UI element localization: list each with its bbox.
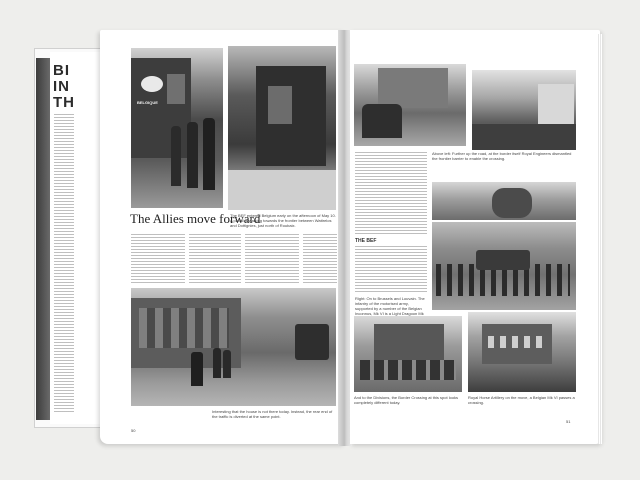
photo-column-passing-through-village	[432, 222, 576, 310]
white-house	[538, 84, 574, 124]
left-page-headline: The Allies move forward	[130, 211, 261, 226]
cyclist-figure	[191, 352, 203, 386]
left-page-text-column-4	[303, 234, 337, 284]
storefront-window	[268, 86, 292, 124]
left-page-text-column-1	[131, 234, 185, 284]
border-sign-text: BELGIQUE	[137, 100, 158, 105]
building-wall	[131, 58, 191, 158]
right-page-edges	[598, 34, 602, 444]
timber-building	[374, 324, 444, 360]
right-page-caption-bottom-right: Royal Horse Artillery on the move, a Belgian Mk VI passes a crossing.	[468, 395, 575, 405]
roadway	[472, 124, 576, 150]
military-truck	[295, 324, 329, 360]
border-sign	[141, 76, 163, 92]
right-page-number: 51	[566, 419, 571, 424]
right-page-section-head: THE BEF	[355, 238, 377, 244]
vehicles-queue	[360, 360, 456, 380]
soldier-figure-2	[187, 122, 198, 188]
left-page-number: 50	[131, 428, 136, 433]
photo-convoy-in-village-street	[131, 288, 336, 406]
photo-engineers-at-frontier-barrier	[354, 64, 466, 146]
right-page-caption-bottom-left: And to the Divisions, the Border Crossing at this spot looks completely different today.	[354, 395, 459, 405]
street-pavement	[228, 170, 336, 210]
house-windows-row	[488, 336, 546, 348]
left-page-caption-bottom: Interesting that the house is not there today. Instead, the rear end of the traffic is diverted at the same point.	[212, 409, 333, 419]
vehicle-carrier	[476, 250, 530, 270]
roadside-trees	[492, 188, 532, 218]
soldier-figure-3	[203, 118, 215, 190]
left-page-text-column-2	[189, 234, 241, 284]
photo-border-crossing-bottom-left	[354, 316, 462, 392]
soldier-figure-1	[171, 126, 181, 186]
right-page-text-column-1	[355, 152, 427, 234]
soldier-group	[362, 104, 402, 138]
barrier-buildings	[378, 68, 448, 108]
photo-crossing-today-bottom-right	[468, 312, 576, 392]
photo-soldiers-at-border	[131, 48, 223, 208]
photo-frontier-crossing-today	[472, 70, 576, 150]
right-page-text-column-2	[355, 246, 427, 294]
left-page-text-column-3	[245, 234, 299, 284]
title-page-text-column	[54, 114, 74, 414]
spine-heading-line-2: IN	[53, 78, 70, 95]
window-block	[167, 74, 185, 104]
roadside-figure-2	[223, 350, 231, 378]
roadside-figure-1	[213, 348, 221, 378]
photo-troops-at-roadside	[432, 182, 576, 220]
spine-heading-line-3: TH	[53, 94, 75, 111]
photo-frontier-street-today	[228, 46, 336, 210]
left-page-caption-right: The BEF entered Belgium early on the afternoon of May 10. A patrol is walking towards the frontier between Wattrelos and Dottignies, just north of Roubaix.	[230, 213, 336, 228]
right-page-caption-mid: Right: On to Brussels and Louvain. The infantry of the motorised army, supported by a number of the Belgian Inconnus, Mk VI is a Light Dragoon Mk	[355, 296, 425, 316]
right-page-caption-top: Above left: Further up the road, at the border itself Royal Engineers dismantled the frontier barrier to enable the crossing.	[432, 151, 572, 161]
house-windows	[139, 308, 229, 348]
book-spine-dark-edge	[36, 58, 50, 420]
spine-heading-line-1: BI	[53, 62, 70, 79]
